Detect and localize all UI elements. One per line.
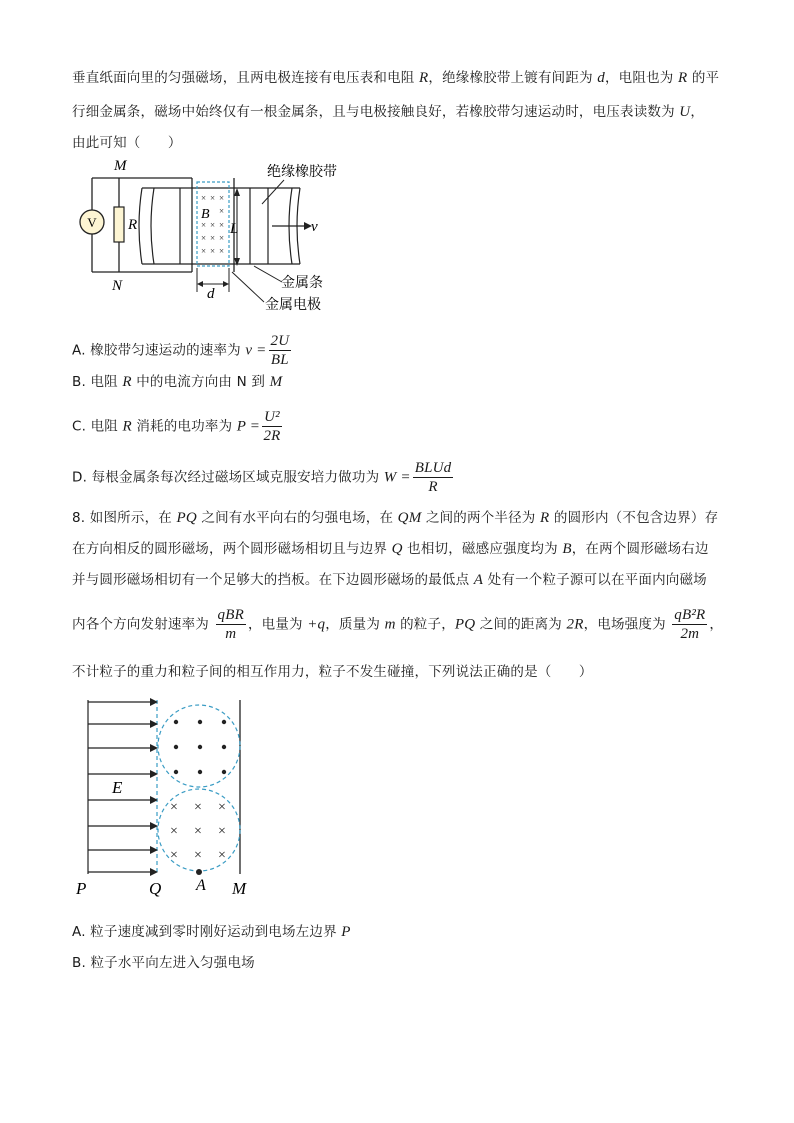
symbol-PQ: PQ	[176, 510, 197, 526]
label-N: N	[112, 278, 123, 294]
upper-field-dots	[174, 720, 226, 774]
symbol-PQ: PQ	[454, 616, 476, 633]
label-M: M	[232, 879, 247, 898]
symbol-A: A	[473, 572, 484, 588]
svg-text:×: ×	[201, 193, 207, 203]
intro-line-1	[72, 66, 719, 87]
symbol-B: B	[562, 541, 572, 557]
svg-text:×: ×	[170, 824, 178, 839]
q8-line-3: 并与圆形磁场相切有一个足够大的挡板。在下边圆形磁场的最低点 A 处有一个粒子源可以在平面内向磁场	[72, 572, 707, 588]
symbol-M: M	[269, 374, 283, 390]
label-B: B	[201, 207, 210, 222]
symbol-q: +q	[307, 616, 326, 633]
figure-2-field-diagram	[70, 692, 260, 902]
q7-option-D	[72, 459, 455, 496]
label-A: A	[196, 877, 206, 894]
svg-text:×: ×	[219, 193, 225, 203]
svg-text:×: ×	[218, 824, 226, 839]
label-v: v	[311, 219, 318, 235]
resistor-icon	[114, 207, 124, 242]
option-D-lhs: W =	[383, 469, 411, 486]
q8-line-1: 8. 如图所示，在 PQ 之间有水平向右的匀强电场，在 QM 之间的两个半径为 R 的圆形内（不包含边界）存	[72, 510, 719, 526]
svg-text:×: ×	[194, 824, 202, 839]
svg-text:×: ×	[210, 246, 216, 256]
symbol-R: R	[540, 510, 550, 526]
distance-2R: 2R	[566, 616, 584, 633]
option-A-text: A. 粒子速度减到零时刚好运动到电场左边界	[72, 924, 342, 940]
svg-text:×: ×	[194, 848, 202, 863]
intro-text: ，电阻也为	[604, 70, 678, 86]
svg-text:×: ×	[210, 193, 216, 203]
svg-text:×: ×	[201, 220, 207, 230]
figure-1-belt-diagram	[72, 152, 372, 318]
svg-text:×: ×	[210, 220, 216, 230]
symbol-R: R	[677, 70, 688, 86]
svg-text:×: ×	[201, 233, 207, 243]
label-metal-strip: 金属条	[281, 276, 323, 291]
q7-option-B	[72, 370, 282, 391]
svg-text:×: ×	[170, 800, 178, 815]
option-B-text: B. 粒子水平向左进入匀强电场	[72, 955, 255, 971]
option-A-text: A. 橡胶带匀速运动的速率为	[72, 342, 246, 359]
svg-text:×: ×	[210, 233, 216, 243]
label-insulating-belt: 绝缘橡胶带	[267, 164, 337, 180]
svg-text:×: ×	[194, 800, 202, 815]
q8-option-A	[72, 920, 351, 941]
option-A-lhs: v =	[245, 342, 267, 359]
label-E: E	[112, 778, 123, 797]
symbol-R: R	[419, 70, 429, 86]
option-C-lhs: P =	[236, 418, 261, 435]
symbol-U: U	[679, 104, 691, 120]
intro-text: ，绝缘橡胶带上镀有间距为	[428, 70, 598, 86]
symbol-P: P	[341, 924, 351, 940]
speed-fraction: $\frac{\text{qBR}}{m}$	[217, 607, 244, 642]
q7-option-A	[72, 332, 293, 369]
symbol-R: R	[122, 418, 132, 435]
particle-source-A	[196, 869, 202, 875]
intro-line-3	[72, 131, 182, 151]
q8-line-4: 内各个方向发射速率为 $\frac{\text{qBR}}{m}$ ，电量为 +q，质量为 m 的粒子，PQ 之间的距离为 2R，电场强度为 $\frac{\text{qB²R}}{2m}$ ，	[72, 607, 724, 642]
option-B-text: 中的电流方向由 N 到	[131, 374, 270, 390]
label-Q: Q	[149, 879, 162, 898]
symbol-Q: Q	[391, 541, 403, 557]
voltmeter-label: V	[87, 215, 97, 230]
svg-text:×: ×	[219, 220, 225, 230]
svg-text:×: ×	[219, 246, 225, 256]
label-M: M	[114, 158, 127, 174]
symbol-QM: QM	[397, 510, 422, 526]
option-D-text: D. 每根金属条每次经过磁场区域克服安培力做功为	[72, 469, 384, 486]
symbol-d: d	[597, 70, 605, 86]
field-strength-fraction: $\frac{\text{qB²R}}{2m}$	[674, 607, 706, 642]
option-C-text: C. 电阻	[72, 418, 123, 435]
q7-option-C	[72, 408, 284, 445]
option-C-fraction: $\frac{\text{U²}}{2R}$	[263, 409, 281, 444]
resistor-label: R	[128, 217, 138, 233]
svg-text:×: ×	[201, 246, 207, 256]
intro-line-2	[72, 100, 704, 121]
svg-text:×: ×	[218, 800, 226, 815]
option-D-fraction: $\frac{\text{BLUd}}{R}$	[414, 460, 452, 495]
label-L: L	[230, 221, 239, 237]
q8-line-2: 在方向相反的圆形磁场，两个圆形磁场相切且与边界 Q 也相切，磁感应强度均为 B，在两个圆形磁场右边	[72, 541, 709, 557]
intro-text: 的平	[687, 70, 720, 86]
intro-text: ，	[690, 104, 705, 120]
label-P: P	[76, 879, 87, 898]
option-A-fraction: $\frac{2U}{BL}$	[270, 333, 290, 368]
symbol-R: R	[122, 374, 132, 390]
lower-field-crosses	[170, 800, 226, 863]
q8-option-B	[72, 951, 255, 971]
intro-text: 行细金属条，磁场中始终仅有一根金属条，且与电极接触良好，若橡胶带匀速运动时，电压表读数为	[72, 104, 680, 120]
svg-text:×: ×	[219, 206, 225, 216]
intro-text: 垂直纸面向里的匀强磁场，且两电极连接有电压表和电阻	[72, 70, 419, 86]
intro-text: 由此可知（ ）	[72, 135, 182, 151]
svg-text:×: ×	[218, 848, 226, 863]
svg-text:×: ×	[170, 848, 178, 863]
option-C-text: 消耗的电功率为	[131, 418, 237, 435]
symbol-m: m	[384, 616, 396, 633]
svg-text:×: ×	[219, 233, 225, 243]
option-B-text: B. 电阻	[72, 374, 123, 390]
q8-line-5: 不计粒子的重力和粒子间的相互作用力，粒子不发生碰撞，下列说法正确的是（ ）	[72, 664, 593, 680]
label-metal-electrode: 金属电极	[265, 298, 321, 313]
label-d: d	[207, 286, 215, 302]
field-crosses	[201, 193, 224, 256]
